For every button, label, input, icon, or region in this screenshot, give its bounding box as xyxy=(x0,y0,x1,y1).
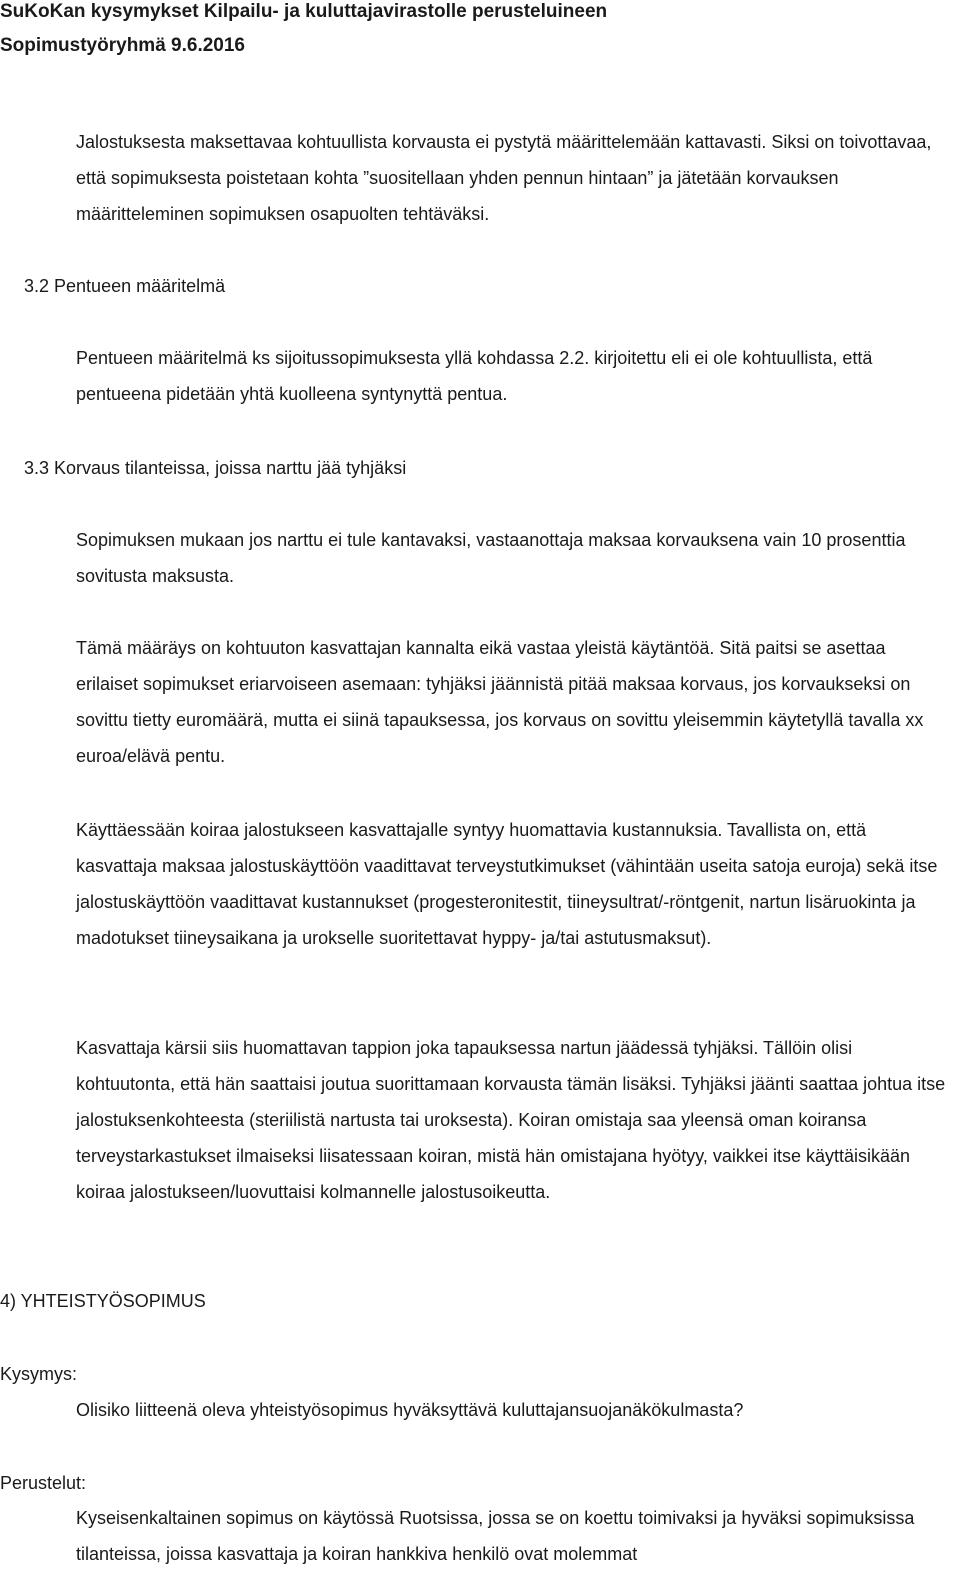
kysymys-text: Olisiko liitteenä oleva yhteistyösopimus hyväksyttävä kuluttajansuojanäkökulmasta? xyxy=(76,1400,744,1420)
paragraph-jalostus-korvaus: Jalostuksesta maksettavaa kohtuullista korvausta ei pystytä määrittelemään kattavasti. Siksi on toivottavaa, että sopimuksesta poistetaan kohta ”suositellaan yhden pennun hintaan” ja jätetään korvauksen määritteleminen sopimuksen osapuolten tehtäväksi. xyxy=(76,132,932,224)
kysymys-label: Kysymys: xyxy=(0,1364,78,1384)
paragraph-kohtuuton-maarays: Tämä määräys on kohtuuton kasvattajan kannalta eikä vastaa yleistä käytäntöä. Sitä paitsi se asettaa erilaiset sopimukset eriarvoiseen asemaan: tyhjäksi jäännistä pitää maksaa korvaus, jos korvaukseksi on sovittu tietty euromäärä, mutta ei siinä tapauksessa, jos korvaus on sovittu yleisemmin käytetyllä tavalla xx euroa/elävä pentu. xyxy=(76,638,924,766)
heading-3-2: 3.2 Pentueen määritelmä xyxy=(24,276,226,296)
header-title-line2: Sopimustyöryhmä 9.6.2016 xyxy=(0,35,245,56)
paragraph-kustannukset: Käyttäessään koiraa jalostukseen kasvattajalle syntyy huomattavia kustannuksia. Tavallista on, että kasvattaja maksaa jalostuskäyttöön vaadittavat terveystutkimukset (vähintään useita satoja euroja) sekä itse jalostuskäyttöön vaadittavat kustannukset (progesteronitestit, tiineysultrat/-röntgenit, nartun lisäruokinta ja madotukset tiineysaikana ja urokselle suoritettavat hyppy- ja/tai astutusmaksut). xyxy=(76,820,938,948)
paragraph-tappio: Kasvattaja kärsii siis huomattavan tappion joka tapauksessa nartun jäädessä tyhjäksi. Tällöin olisi kohtuutonta, että hän saattaisi joutua suorittamaan korvausta tämän lisäksi. Tyhjäksi jäänti saattaa johtua itse jalostuksenkohteesta (steriilistä nartusta tai uroksesta). Koiran omistaja saa yleensä oman koiransa terveystarkastukset ilmaiseksi liisatessaan koiran, mistä hän omistajana hyötyy, vaikkei itse käyttäisikään koiraa jalostukseen/luovuttaisi kolmannelle jalostusoikeutta. xyxy=(76,1038,946,1202)
heading-4-yhteistyosopimus: 4) YHTEISTYÖSOPIMUS xyxy=(0,1291,206,1311)
paragraph-pentueen-maaritelma: Pentueen määritelmä ks sijoitussopimuksesta yllä kohdassa 2.2. kirjoitettu eli ei ole kohtuullista, että pentueena pidetään yhtä kuolleena syntynyttä pentua. xyxy=(76,348,873,404)
header-title-line1: SuKoKan kysymykset Kilpailu- ja kuluttajavirastolle perusteluineen xyxy=(0,1,608,22)
paragraph-sopimuksen-mukaan: Sopimuksen mukaan jos narttu ei tule kantavaksi, vastaanottaja maksaa korvauksena vain 10 prosenttia sovitusta maksusta. xyxy=(76,530,906,586)
perustelut-label: Perustelut: xyxy=(0,1473,87,1493)
perustelut-text: Kyseisenkaltainen sopimus on käytössä Ruotsissa, jossa se on koettu toimivaksi ja hyväksi sopimuksissa tilanteissa, joissa kasvattaja ja koiran hankkiva henkilö ovat molemmat xyxy=(76,1508,915,1564)
heading-3-3: 3.3 Korvaus tilanteissa, joissa narttu jää tyhjäksi xyxy=(24,458,407,478)
